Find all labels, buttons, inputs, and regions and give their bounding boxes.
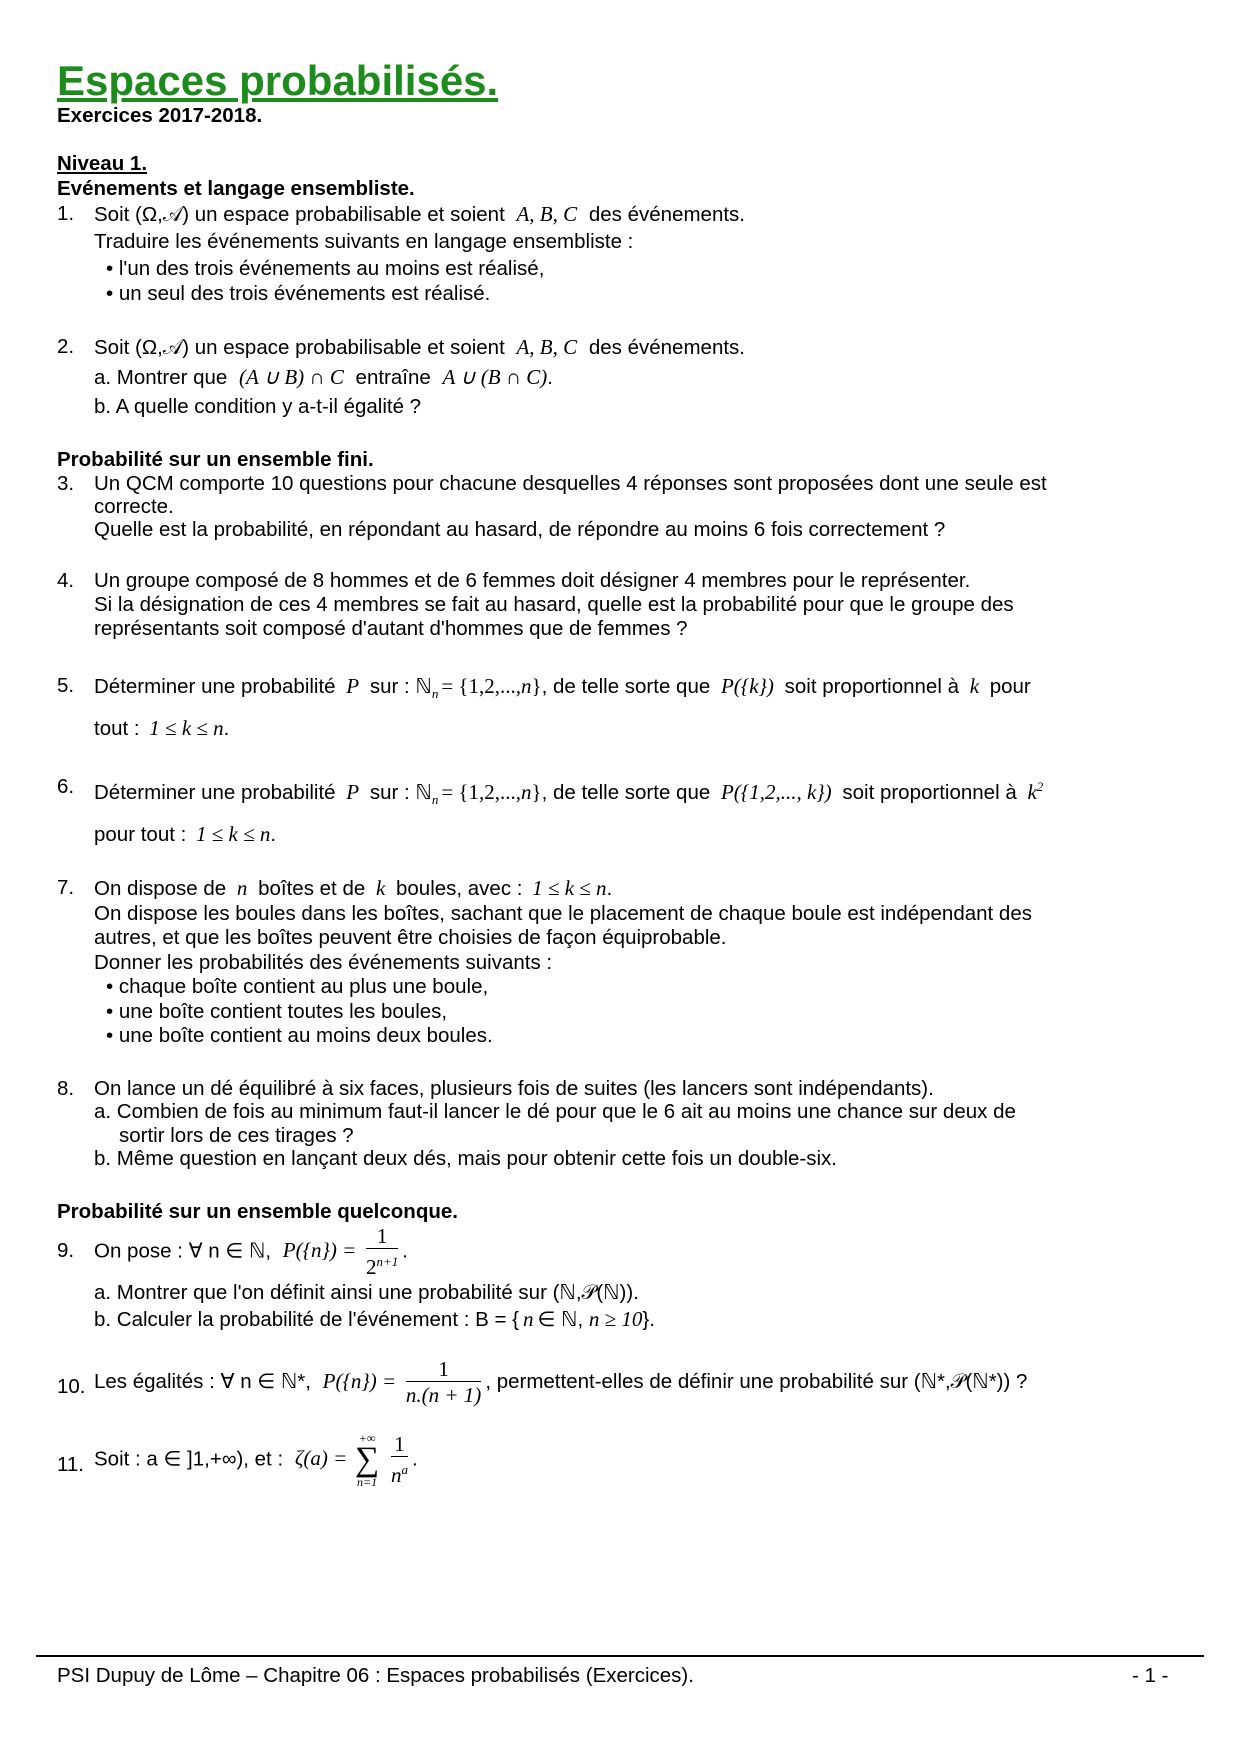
ex10-text-post: , permettent-elles de définir une probabilité sur (ℕ*,𝒫(ℕ*)) ? — [485, 1369, 1028, 1393]
ex5-k: k — [969, 674, 980, 698]
ex5-set-index: n — [431, 686, 439, 702]
exercise-7 — [57, 876, 1182, 1049]
ex1-bullet-2: • un seul des trois événements est réalisé. — [106, 282, 491, 305]
exercise-number: 11. — [57, 1452, 84, 1476]
ex3-line1: Un QCM comporte 10 questions pour chacune desquelles 4 réponses sont proposées dont une seule est — [94, 472, 1047, 495]
exercise-6 — [57, 770, 1182, 852]
exercise-2 — [57, 334, 1182, 419]
ex2-a-formula2: A ∪ (B ∩ C) — [442, 365, 548, 389]
ex6-set-eq: = {1,2,..., — [441, 780, 521, 805]
ex9-b-end: }. — [642, 1307, 655, 1331]
exercise-number: 1. — [57, 202, 75, 225]
ex11-sum-lower: n=1 — [357, 1474, 378, 1489]
ex6-k: k — [1027, 780, 1037, 805]
ex2-b: b. A quelle condition y a-t-il égalité ? — [94, 395, 422, 418]
ex6-text-3: , de telle sorte que — [541, 781, 711, 805]
ex7-line2: On dispose les boules dans les boîtes, sachant que le placement de chaque boule est indépendant des — [94, 901, 1032, 925]
ex1-line1-a: Soit (Ω,𝒜) un espace probabilisable et soient — [94, 203, 505, 226]
ex6-text-4: soit proportionnel à — [842, 781, 1017, 805]
ex4-line3: représentants soit composé d'autant d'hommes que de femmes ? — [94, 617, 688, 640]
ex2-events: A, B, C — [516, 335, 578, 359]
ex11-fraction — [391, 1432, 408, 1488]
ex9-fraction — [366, 1224, 398, 1280]
ex10-lhs: P({n}) = — [322, 1368, 397, 1393]
ex6-set-index: n — [431, 792, 439, 808]
ex6-k-exponent: 2 — [1036, 779, 1044, 795]
ex2-a-formula1: (A ∪ B) ∩ C — [239, 365, 344, 389]
ex5-line2-a: tout : — [94, 717, 140, 741]
ex6-line2-a: pour tout : — [94, 823, 187, 847]
exercise-number: 4. — [57, 569, 75, 592]
exercise-number: 8. — [57, 1076, 75, 1100]
ex2-a-end: . — [547, 366, 553, 389]
ex9-b-pre: b. Calculer la probabilité de l'événement : B = { — [94, 1307, 519, 1331]
ex7-n: n — [236, 876, 248, 901]
ex7-bullet-3: • une boîte contient au moins deux boules. — [106, 1024, 493, 1048]
ex1-line1-b: des événements. — [588, 203, 745, 226]
ex5-set-n: n — [521, 674, 532, 698]
ex8-b: b. Même question en lançant deux dés, mais pour obtenir cette fois un double-six. — [94, 1147, 837, 1171]
exercise-10 — [57, 1357, 1182, 1408]
ex4-line2: Si la désignation de ces 4 membres se fait au hasard, quelle est la probabilité pour que le groupe des — [94, 593, 1014, 616]
ex7-line3: autres, et que les boîtes peuvent être choisies de façon équiprobable. — [94, 926, 727, 950]
ex4-line1: Un groupe composé de 8 hommes et de 6 femmes doit désigner 4 membres pour le représenter. — [94, 569, 971, 592]
ex2-a-pre: a. Montrer que — [94, 366, 228, 389]
ex1-line2: Traduire les événements suivants en langage ensembliste : — [94, 230, 634, 253]
level-heading: Niveau 1. — [57, 152, 148, 175]
exercise-number: 6. — [57, 775, 75, 799]
ex3-line3: Quelle est la probabilité, en répondant au hasard, de répondre au moins 6 fois correctement ? — [94, 518, 946, 541]
ex7-text-2: boîtes et de — [258, 877, 366, 901]
page-title: Espaces probabilisés. — [57, 57, 499, 104]
exercise-4 — [57, 569, 1182, 641]
ex11-sum-upper: +∞ — [358, 1430, 376, 1445]
ex10-text-pre: Les égalités : ∀ n ∈ ℕ*, — [94, 1369, 311, 1393]
ex6-text-1: Déterminer une probabilité — [94, 781, 336, 805]
exercise-number: 10. — [57, 1374, 86, 1398]
sum-symbol — [355, 1432, 379, 1488]
ex7-range: 1 ≤ k ≤ n — [532, 876, 607, 901]
ex9-text-pre: On pose : ∀ n ∈ ℕ, — [94, 1239, 272, 1263]
ex7-text-4: . — [606, 877, 613, 901]
ex11-sigma: ∑ — [354, 1440, 380, 1478]
page-subtitle: Exercices 2017-2018. — [57, 104, 263, 127]
ex3-line2: correcte. — [94, 495, 174, 518]
ex6-prob-symbol: P — [346, 780, 360, 805]
ex9-denominator-exponent: n+1 — [376, 1253, 399, 1269]
ex1-bullet-1: • l'un des trois événements au moins est réalisé, — [106, 257, 545, 280]
ex5-text-5: pour — [989, 675, 1031, 698]
ex11-lhs: ζ(a) = — [294, 1446, 348, 1471]
ex2-a-mid: entraîne — [355, 366, 431, 389]
ex5-text-1: Déterminer une probabilité — [94, 675, 336, 698]
ex5-pk: P({k}) — [720, 674, 774, 698]
ex7-text-1: On dispose de — [94, 877, 227, 901]
ex5-set-end: } — [531, 674, 542, 698]
ex11-numerator: 1 — [391, 1432, 408, 1457]
ex10-denominator: n.(n + 1) — [405, 1382, 482, 1407]
ex9-b-n: n — [523, 1306, 534, 1331]
exercise-number: 5. — [57, 674, 75, 697]
ex5-text-3: , de telle sorte que — [541, 675, 711, 698]
ex9-a: a. Montrer que l'on définit ainsi une probabilité sur (ℕ,𝒫(ℕ)). — [94, 1280, 639, 1304]
exercise-number: 3. — [57, 472, 75, 495]
footer-text: PSI Dupuy de Lôme – Chapitre 06 : Espaces probabilisés (Exercices). — [57, 1664, 694, 1687]
ex2-line1-a: Soit (Ω,𝒜) un espace probabilisable et soient — [94, 336, 505, 359]
ex7-text-3: boules, avec : — [395, 877, 523, 901]
ex9-b-cond: n ≥ 10 — [588, 1306, 643, 1331]
ex1-events: A, B, C — [516, 202, 578, 226]
ex8-a-line1: a. Combien de fois au minimum faut-il lancer le dé pour que le 6 ait au moins une chance sur deux de — [94, 1100, 1016, 1124]
ex6-set-n: n — [521, 780, 532, 805]
ex11-end: . — [411, 1447, 418, 1471]
exercise-number: 9. — [57, 1238, 75, 1262]
ex6-set-end: } — [531, 780, 542, 805]
section-heading-3: Probabilité sur un ensemble quelconque. — [57, 1199, 458, 1223]
ex7-bullet-1: • chaque boîte contient au plus une boule, — [106, 975, 489, 999]
exercise-11 — [57, 1432, 1182, 1488]
ex6-set-symbol: ℕ — [415, 781, 432, 805]
ex7-line4: Donner les probabilités des événements suivants : — [94, 950, 553, 974]
ex10-numerator: 1 — [406, 1357, 481, 1382]
exercise-number: 7. — [57, 876, 75, 900]
exercise-1 — [57, 201, 1182, 306]
ex5-line2-b: . — [223, 717, 230, 741]
ex9-b-mid: ∈ ℕ, — [537, 1307, 584, 1331]
ex7-bullet-2: • une boîte contient toutes les boules, — [106, 999, 448, 1023]
footer-divider — [36, 1655, 1204, 1657]
ex5-prob-symbol: P — [346, 674, 360, 698]
ex5-text-4: soit proportionnel à — [784, 675, 959, 698]
ex6-text-2: sur : — [369, 781, 410, 805]
ex6-pk: P({1,2,..., k}) — [720, 780, 832, 805]
ex6-line2-b: . — [270, 823, 277, 847]
ex11-denominator: n — [390, 1462, 402, 1487]
ex7-k: k — [375, 876, 386, 901]
page-number: - 1 - — [1132, 1664, 1169, 1687]
exercise-8 — [57, 1077, 1182, 1171]
ex6-range: 1 ≤ k ≤ n — [196, 822, 271, 847]
ex5-range: 1 ≤ k ≤ n — [149, 716, 224, 741]
exercise-9 — [57, 1224, 1182, 1333]
ex5-set-symbol: ℕ — [415, 675, 432, 698]
ex9-numerator: 1 — [366, 1224, 398, 1249]
exercise-3 — [57, 472, 1182, 541]
ex5-set-eq: = {1,2,..., — [441, 674, 521, 698]
exercise-number: 2. — [57, 335, 75, 358]
document-body — [57, 58, 1182, 1488]
ex8-line1: On lance un dé équilibré à six faces, plusieurs fois de suites (les lancers sont indépendants). — [94, 1076, 934, 1100]
ex11-denominator-exponent: a — [401, 1461, 408, 1477]
ex2-line1-b: des événements. — [588, 336, 745, 359]
ex11-text-pre: Soit : a ∈ ]1,+∞), et : — [94, 1447, 284, 1471]
ex5-text-2: sur : — [369, 675, 410, 698]
ex8-a-line2: sortir lors de ces tirages ? — [119, 1123, 354, 1147]
section-heading-2: Probabilité sur un ensemble fini. — [57, 448, 374, 471]
ex10-fraction — [406, 1357, 481, 1408]
section-heading-1: Evénements et langage ensembliste. — [57, 177, 415, 200]
ex9-lhs: P({n}) = — [282, 1238, 357, 1263]
ex9-end: . — [402, 1239, 408, 1263]
ex9-denominator: 2 — [366, 1254, 377, 1279]
exercise-5 — [57, 669, 1182, 746]
